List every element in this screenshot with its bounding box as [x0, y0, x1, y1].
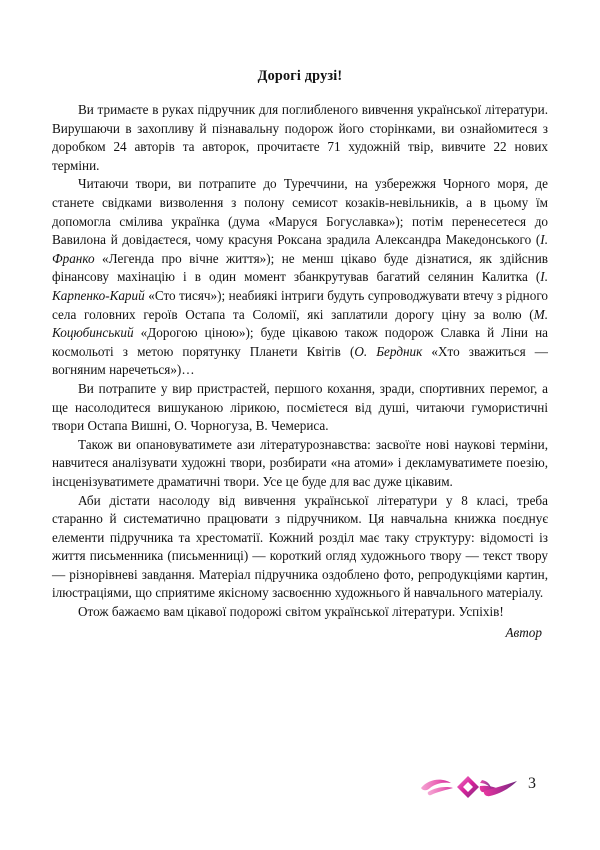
- text-run: «Хто зважиться — вогняним наречеться»)…: [52, 343, 548, 378]
- author-name-kotsiubynskyi: М. Коцюбинський: [52, 306, 548, 341]
- text-run: Ви тримаєте в руках підручник для поглибленого вивчення української літератури. Вирушаючи в захопливу й пізнавальну подорож його сторінками, ви ознайомитеся з доробком 24 авторів та авторок, прочитаєте 71 художній твір, вивчите 22 нових терміни.: [52, 102, 548, 173]
- text-run: Також ви опановуватимете ази літературознавства: засвоїте нові наукові терміни, навчитеся аналізувати художні твори, розбирати «на атоми» і декламуватимете поезію, інсценізуватимете драматичні твори. Усе це буде для вас дуже цікавим.: [52, 436, 548, 489]
- author-name-karpenko-karyi: І. Карпенко-Карий: [52, 269, 548, 303]
- text-run: «Сто тисяч»); неабиякі інтриги будуть супроводжувати втечу з рідного села головних героїв Остапа та Соломії, які заплатили дорогу ціну за волю (: [52, 287, 548, 322]
- floral-flourish-ornament: [418, 766, 522, 806]
- text-run: «Легенда про вічне життя»); не менш цікаво буде дізнатися, як здійснив фінансову махінацію і в один момент збанкрутував багатий селянин Калитка (: [52, 250, 548, 285]
- author-name-franko: І. Франко: [52, 232, 548, 266]
- text-run: Читаючи твори, ви потрапите до Туреччини, на узбережжя Чорного моря, де станете свідками визволення з полону семисот козаків-невільників, а в цьому їм допомогла смілива українка (дума «Маруся Богуславка»); потім перенесетеся до Вавилона й довідаєтеся, чому красуня Роксана зрадила Александра Македонського (: [52, 176, 548, 248]
- page-number: 3: [528, 775, 536, 792]
- paragraph-literary-studies: [52, 436, 548, 492]
- text-run: «Дорогою ціною»); буде цікавою також подорож Славка й Ліни на космольоті з метою порятунку Планети Квітів (: [52, 325, 548, 359]
- author-name-berdnyk: О. Бердник: [354, 343, 423, 359]
- paragraph-closing: [52, 603, 548, 622]
- signature-author: Автор: [505, 624, 542, 640]
- paragraph-works-overview: [52, 175, 548, 380]
- text-run: Аби дістати насолоду від вивчення української літератури у 8 класі, треба старанно й систематично працювати з підручником. Ця навчальна книжка поєднує елементи підручника та хрестоматії. Кожний розділ має таку структуру: відомості із життя письменника (письменниці) — короткий огляд художнього твору — текст твору — різнорівневі завдання. Матеріал підручника оздоблено фото, репродукціями картин, ілюстраціями, що сприятиме якісному засвоєнню художнього й навчального матеріалу.: [52, 492, 548, 601]
- paragraph-how-to-use: [52, 492, 548, 604]
- page-content: [52, 68, 548, 642]
- paragraph-intro: [52, 101, 548, 175]
- page-title: Дорогі друзі!: [257, 68, 343, 84]
- text-run: Ви потрапите у вир пристрастей, першого кохання, зради, спортивних перемог, а ще насолодитеся вишуканою лірикою, посмієтеся від душі, читаючи гумористичні твори Остапа Вишні, О. Чорногуза, В. Чемериса.: [52, 380, 548, 434]
- paragraph-themes: [52, 380, 548, 436]
- text-run: Отож бажаємо вам цікавої подорожі світом української літератури. Успіхів!: [78, 604, 504, 620]
- page-footer: [0, 762, 600, 812]
